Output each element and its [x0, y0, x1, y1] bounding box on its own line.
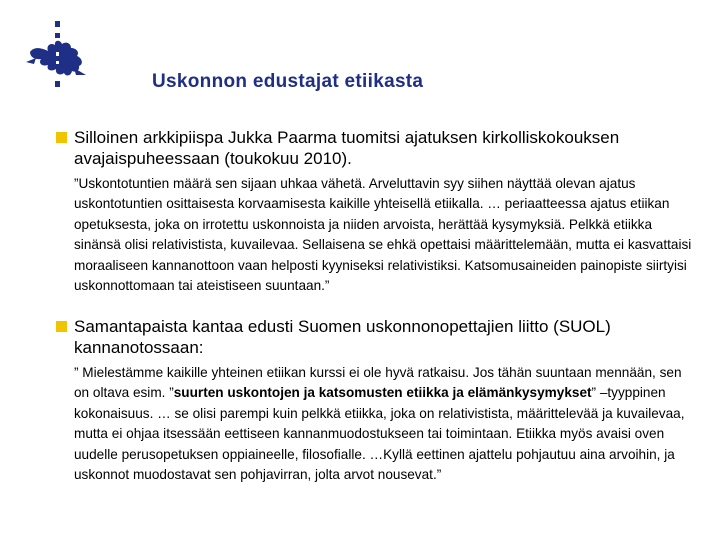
bullet-heading: Silloinen arkkipiispa Jukka Paarma tuomitsi ajatuksen kirkolliskokouksen avajaispuheessaan (toukokuu 2010).: [74, 128, 620, 168]
quote-text-end: ” –tyyppinen kokonaisuus. … se olisi parempi kuin pelkkä etiikka, joka on relativistista, määrittelevää ja kuvailevaa, mutta ei ohjaa itsessään eettiseen kannanmuodostukseen tai toimintaan. Etiikka myös avaisi oven uudelle perusopetuksen oppiaineelle, filosofialle. …Kyllä eettinen ajattelu pohjautuu aina arvoihin, ja uskonnot muodostavat sen pohjavirran, jolta arvot nousevat.”: [74, 385, 685, 483]
quote-text-start: ” Mielestämme kaikille yhteinen etiikan kurssi ei ole hyvä ratkaisu. Jos tähän suuntaan mennään, sen on oltava esim. ”: [74, 365, 682, 401]
university-emblem-icon: [24, 18, 90, 96]
bullet-square-icon: [56, 321, 67, 332]
slide-title: Uskonnon edustajat etiikasta: [152, 71, 424, 92]
quote-text: [74, 363, 696, 485]
bullet-item: [56, 316, 696, 485]
bullet-heading: Samantapaista kantaa edusti Suomen uskonnonopettajien liitto (SUOL) kannanotossaan:: [74, 317, 611, 357]
quote-text: ”Uskontotuntien määrä sen sijaan uhkaa vähetä. Arveluttavin syy siihen näyttää olevan ajatus uskontotuntien osittaisesta korvaamisesta kaikille yhteisellä etiikalla. … periaatteessa ajatus etiikan opetuksesta, joka on irrotettu uskonnoista ja niiden arvoista, herättää kysymyksiä. Pelkkä etiikka sinänsä olisi relativistista, kuvailevaa. Sellaisena se ehkä opettaisi määrittelemään, mutta ei kasvattaisi moraaliseen kannanottoon vaan helposti kyyniseksi relativistiksi. Katsomusaineiden painopiste siirtyisi uskonnottomaan tai ateistiseen suuntaan.”: [74, 176, 692, 294]
bullet-heading-row: [56, 316, 696, 358]
bullet-heading-row: [56, 127, 696, 169]
quote-emphasis: suurten uskontojen ja katsomusten etiikka ja elämänkysymykset: [173, 385, 592, 401]
bullet-square-icon: [56, 132, 67, 143]
bullet-item: [56, 127, 696, 296]
